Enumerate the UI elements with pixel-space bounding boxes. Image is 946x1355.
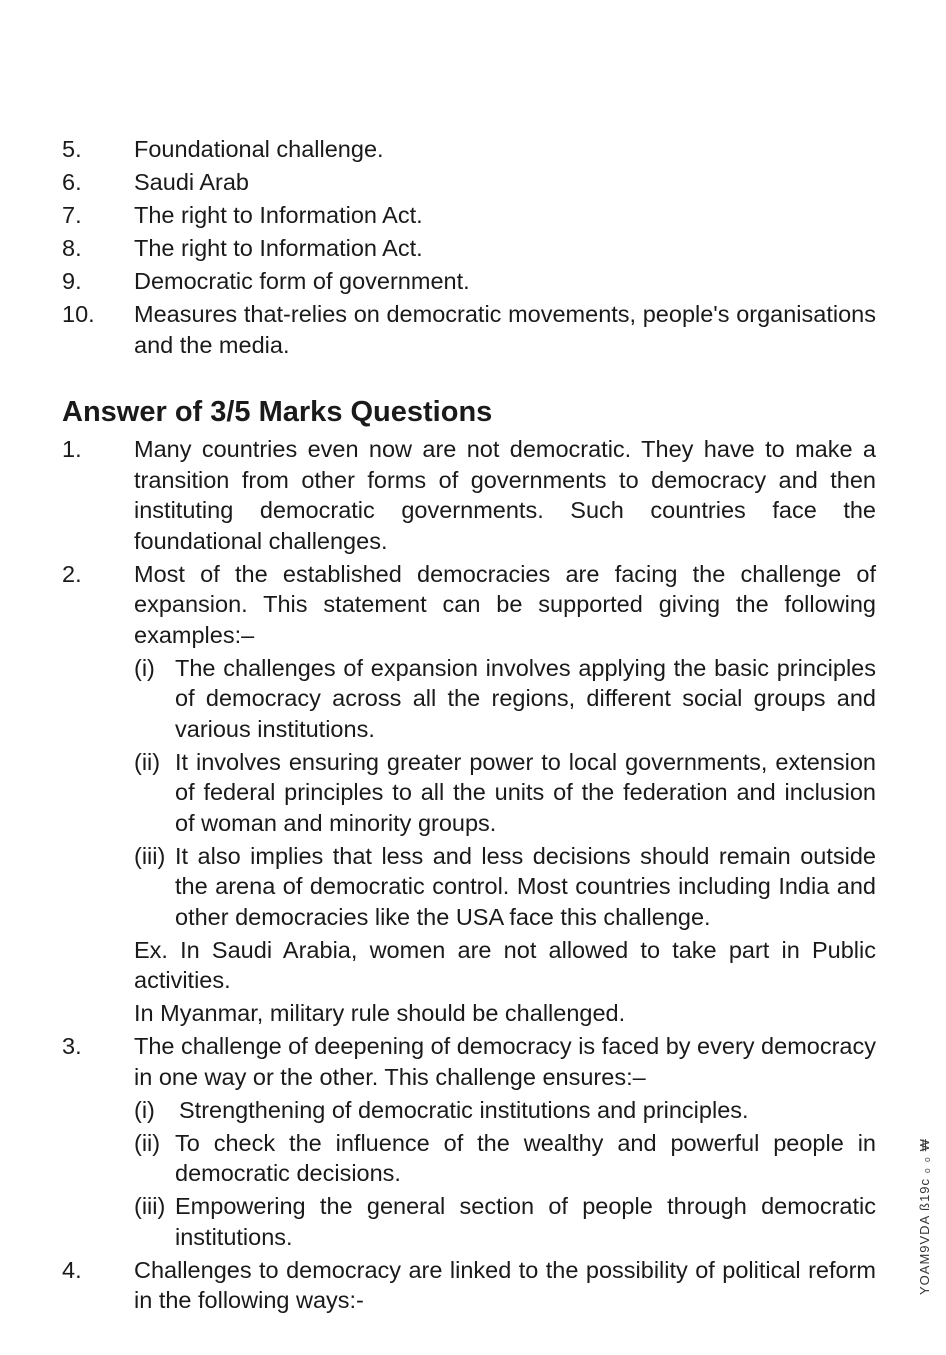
sub-point-number: (iii) (134, 1193, 166, 1219)
item-text: Democratic form of government. (134, 268, 470, 294)
list-item (62, 299, 876, 360)
item-number: 4. (62, 1256, 82, 1283)
section-heading: Answer of 3/5 Marks Questions (62, 396, 493, 428)
list-item (62, 134, 876, 165)
sub-point (134, 653, 876, 745)
item-text: Foundational challenge. (134, 136, 384, 162)
item-number: 1. (62, 436, 82, 462)
item-number: 10. (62, 301, 95, 327)
document-page (62, 134, 876, 1316)
item-number: 5. (62, 136, 82, 162)
example-text: In Myanmar, military rule should be challenged. (134, 1000, 626, 1026)
list-item (62, 233, 876, 264)
sub-point (134, 1095, 876, 1126)
sub-point (134, 1128, 876, 1189)
item-text: The right to Information Act. (134, 202, 423, 228)
item-number: 7. (62, 202, 82, 228)
item-text: Most of the established democracies are facing the challenge of expansion. This statement can be supported giving the following examples:– (134, 560, 876, 648)
example-text: Ex. In Saudi Arabia, women are not allowed to take part in Public activities. (134, 936, 876, 993)
answer-2 (62, 559, 876, 651)
item-text: The challenge of deepening of democracy is faced by every democracy in one way or the other. This challenge ensures:– (134, 1033, 876, 1090)
item-text: Challenges to democracy are linked to the possibility of political reform in the following ways:- (134, 1256, 876, 1313)
sub-point-text: Empowering the general section of people through democratic institutions. (175, 1193, 876, 1250)
sub-point-number: (i) (134, 1096, 155, 1123)
answer-3 (62, 1031, 876, 1092)
item-text: Saudi Arab (134, 169, 249, 195)
sub-point (134, 841, 876, 933)
item-text: The right to Information Act. (134, 235, 423, 261)
short-answer-list (62, 134, 876, 360)
item-text: Measures that-relies on democratic movements, people's organisations and the media. (134, 301, 876, 358)
sub-point-text: It also implies that less and less decisions should remain outside the arena of democratic control. Most countries including India and other democracies like the USA face this challenge. (175, 842, 876, 930)
sub-point-text: To check the influence of the wealthy and powerful people in democratic decisions. (175, 1129, 876, 1186)
item-number: 9. (62, 268, 82, 294)
list-item (62, 167, 876, 198)
sub-point (134, 747, 876, 839)
sub-point-number: (i) (134, 654, 155, 681)
sub-point-number: (ii) (134, 748, 161, 775)
answer-4 (62, 1255, 876, 1316)
margin-label: YOAM9VDA ß19c ₀ ₀ ₩ (917, 1138, 932, 1295)
item-number: 6. (62, 169, 82, 195)
item-number: 3. (62, 1033, 82, 1059)
list-item (62, 266, 876, 297)
list-item (62, 200, 876, 231)
item-number: 8. (62, 235, 82, 261)
item-text: Many countries even now are not democratic. They have to make a transition from other forms of governments to democracy and then instituting democratic governments. Such countries face the foundational challenges. (134, 436, 876, 554)
sub-point-number: (ii) (134, 1129, 161, 1156)
sub-point-text: It involves ensuring greater power to local governments, extension of federal principles to all the units of the federation and inclusion of woman and minority groups. (175, 748, 876, 836)
sub-point-text: Strengthening of democratic institutions and principles. (179, 1096, 749, 1123)
sub-point-text: The challenges of expansion involves applying the basic principles of democracy across all the regions, different social groups and various institutions. (175, 654, 876, 742)
sub-point-number: (iii) (134, 842, 166, 869)
margin-vertical-text (913, 1133, 939, 1298)
sub-point (134, 1191, 876, 1252)
item-number: 2. (62, 560, 82, 587)
answer-1 (62, 434, 876, 556)
